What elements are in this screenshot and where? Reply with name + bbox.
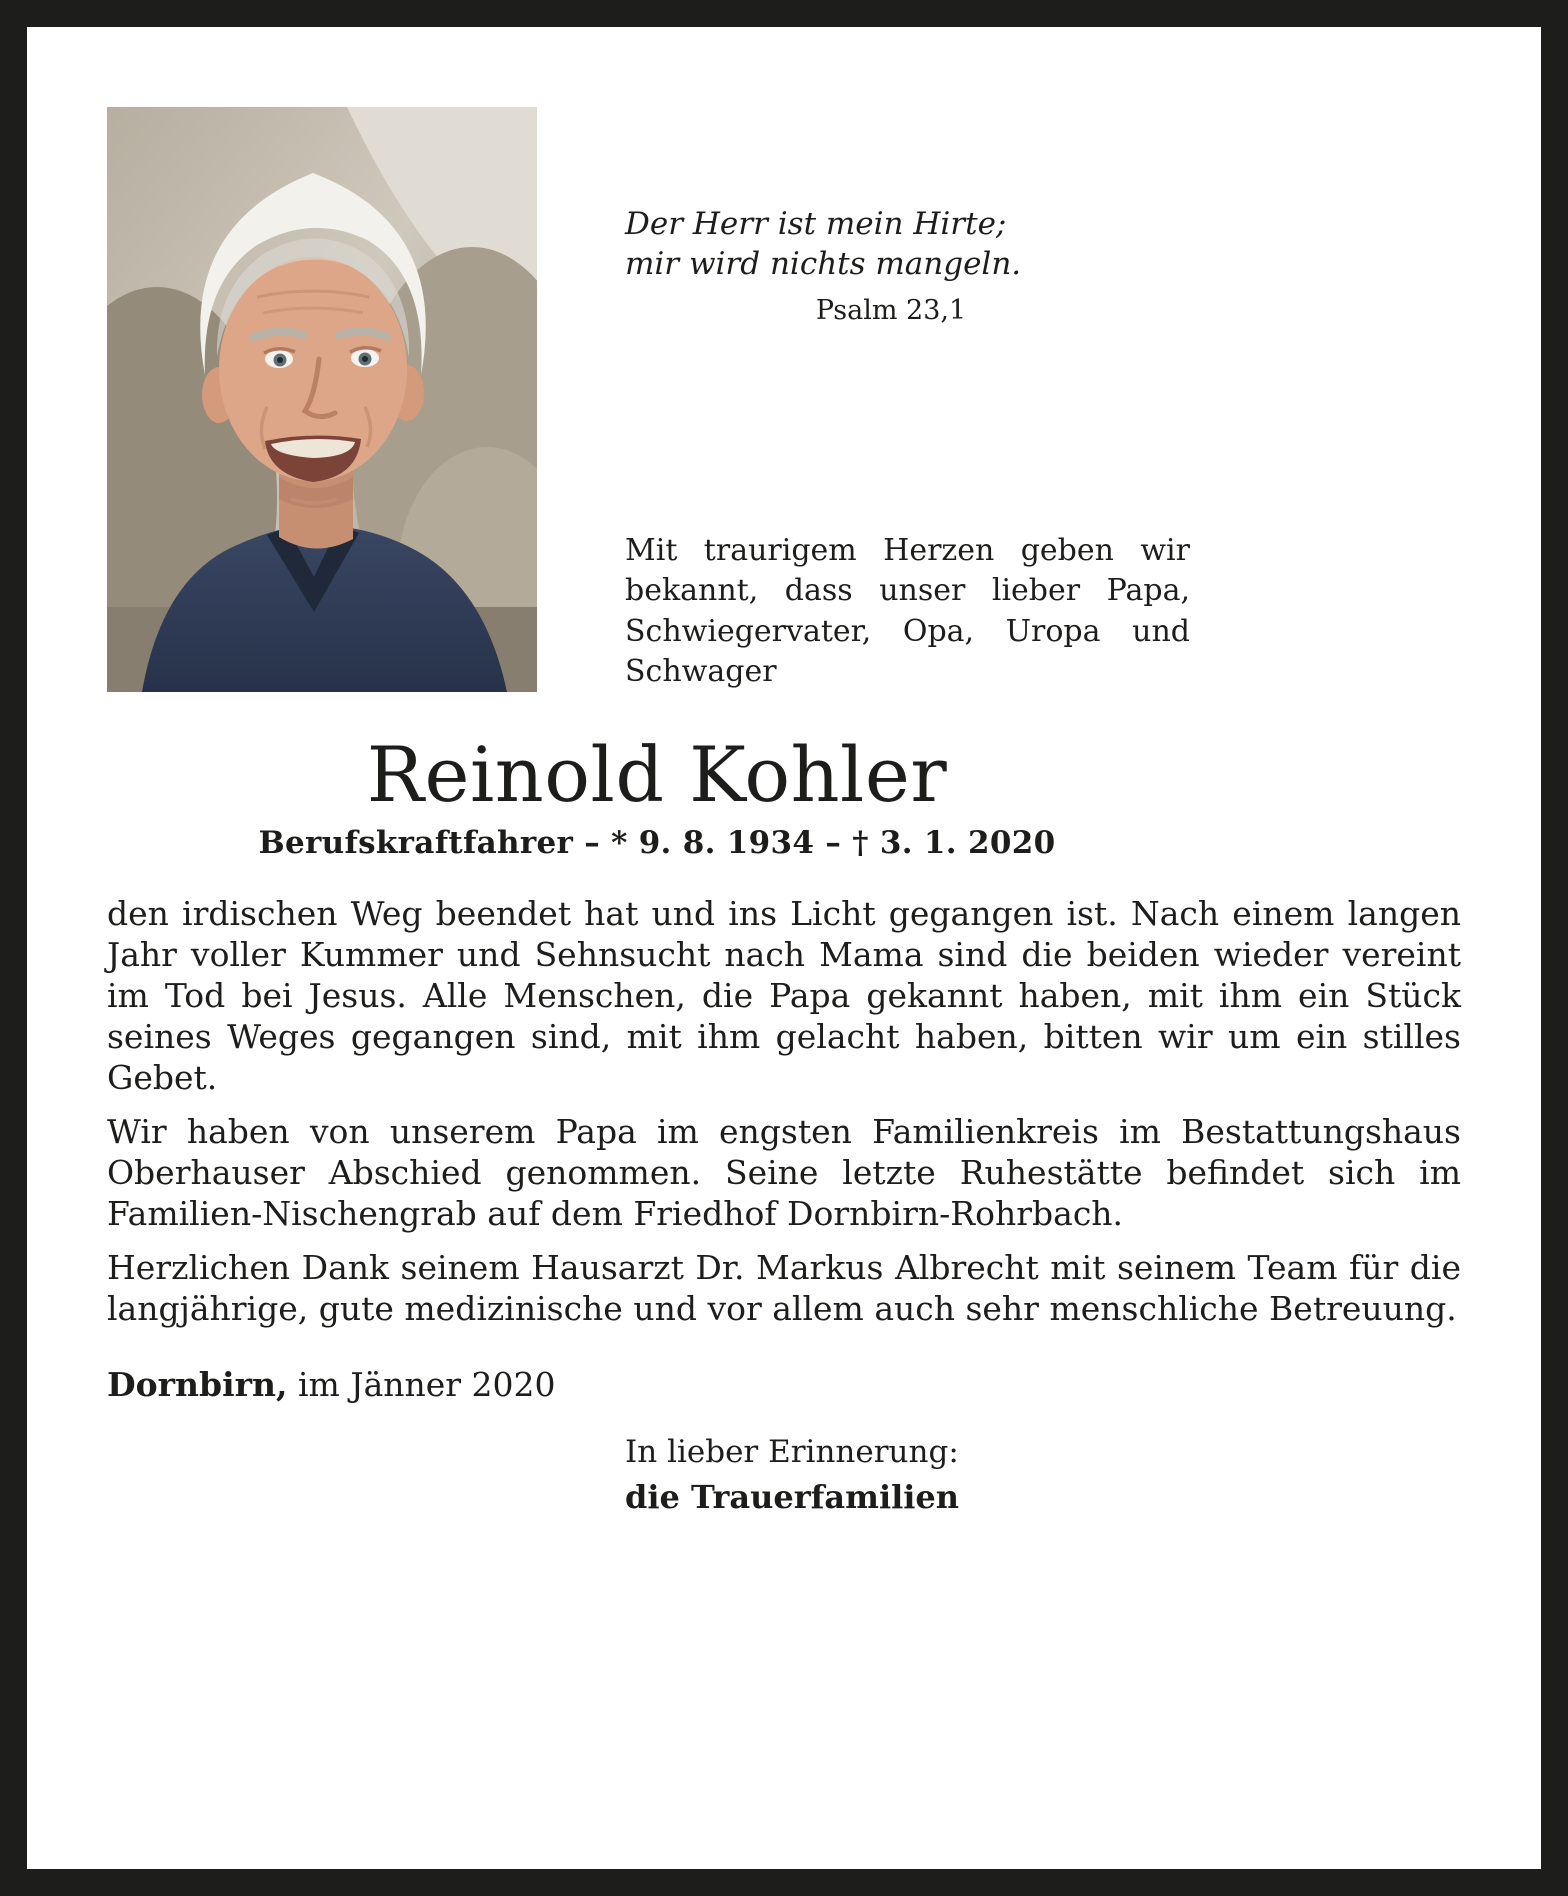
closing-line-1: In lieber Erinnerung: (625, 1434, 959, 1471)
name-block (107, 732, 1207, 861)
portrait-photo (107, 107, 537, 692)
top-section (107, 107, 1461, 692)
announcement-intro: Mit traurigem Herzen geben wir bekannt, dass unser lieber Papa, Schwiegervater, Opa, Uropa und Schwager (625, 533, 1190, 689)
quote-attribution: Psalm 23,1 (815, 295, 967, 327)
body-paragraph-3: Herzlichen Dank seinem Hausarzt Dr. Markus Albrecht mit seinem Team für die langjährige, gute medizinische und vor allem auch sehr menschliche Betreuung. (107, 1248, 1461, 1329)
quote-line-1: Der Herr ist mein Hirte; (625, 206, 1007, 242)
body-paragraph-1: den irdischen Weg beendet hat und ins Licht gegangen ist. Nach einem langen Jahr voller Kummer und Sehnsucht nach Mama sind die beiden wieder vereint im Tod bei Jesus. Alle Menschen, die Papa gekannt haben, mit ihm ein Stück seines Weges gegangen sind, mit ihm gelacht haben, bitten wir um ein stilles Gebet. (107, 894, 1461, 1098)
deceased-name: Reinold Kohler (366, 730, 948, 819)
mourning-families: die Trauerfamilien (625, 1478, 960, 1517)
scripture-quote (625, 205, 1021, 329)
body-paragraph-2: Wir haben von unserem Papa im engsten Familienkreis im Bestattungshaus Oberhauser Abschied genommen. Seine letzte Ruhestätte befindet sich im Familien-Nischengrab auf dem Friedhof Dornbirn-Rohrbach. (107, 1112, 1461, 1234)
right-column (625, 107, 1461, 692)
date: im Jänner 2020 (298, 1365, 556, 1405)
closing-block (625, 1434, 1461, 1516)
place: Dornbirn, (107, 1365, 288, 1405)
quote-line-2: mir wird nichts mangeln. (625, 245, 1022, 282)
place-date-line (107, 1365, 1461, 1404)
portrait-illustration (107, 107, 537, 692)
life-dates: Berufskraftfahrer – * 9. 8. 1934 – † 3. 1. 2020 (258, 825, 1056, 862)
